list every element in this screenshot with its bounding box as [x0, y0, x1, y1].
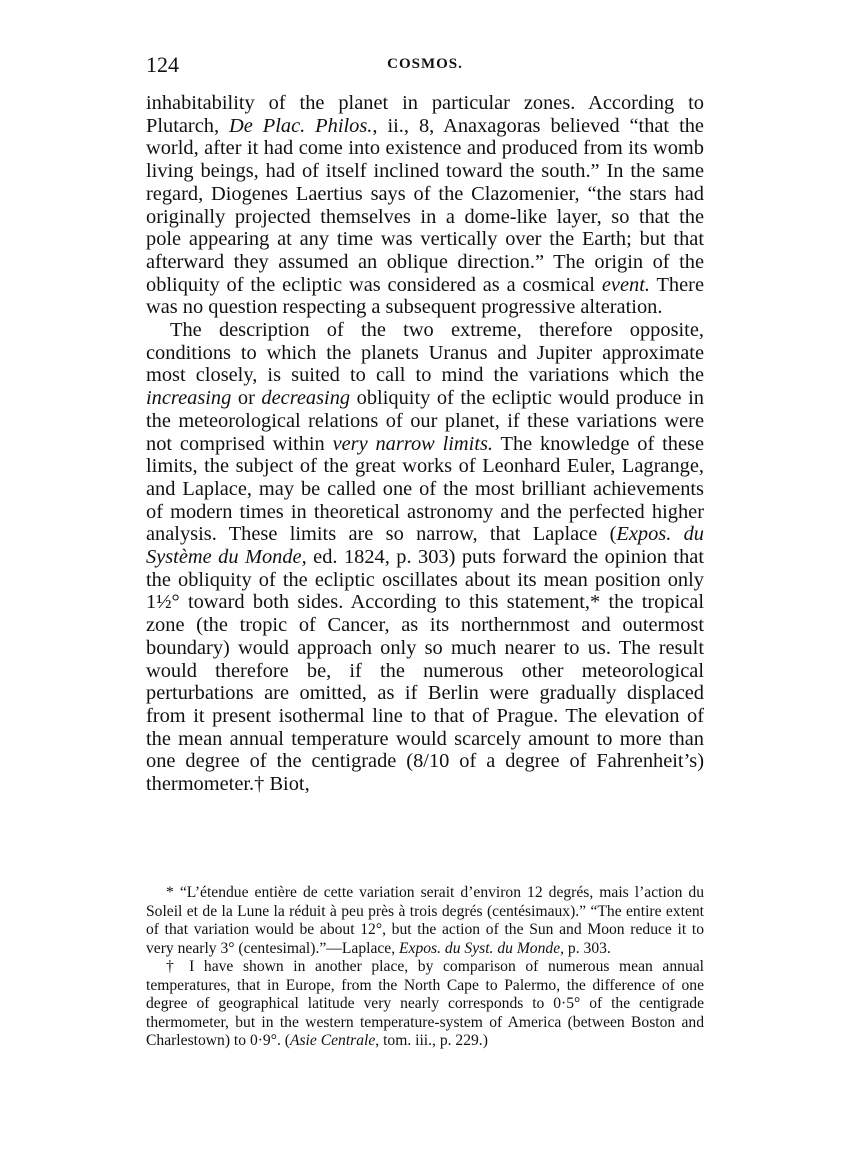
italic-text: decreasing [261, 387, 351, 410]
italic-text: increasing [146, 387, 232, 410]
paragraph-1: inhabitability of the planet in particular zones. According to Plutarch, De Plac. Philos., ii., 8, Anaxagoras believed “that the world, after it had come into existence and produced from its womb living beings, had of itself inclined toward the south.” In the same regard, Diogenes Laertius says of the Clazomenier, “the stars had originally projected themselves in a dome-like layer, so that the pole appearing at any time was vertically over the Earth; but that afterward they assumed an oblique direction.” The origin of the obliquity of the ecliptic was considered as a cosmical event. There was no question respecting a subsequent progressive alteration. [146, 92, 704, 319]
paragraph-2: The description of the two extreme, therefore opposite, conditions to which the planets Uranus and Jupiter approximate most closely, is suited to call to mind the variations which the increasing or decreasing obliquity of the ecliptic would produce in the meteorological relations of our planet, if these variations were not comprised within very narrow limits. The knowledge of these limits, the subject of the great works of Leonhard Euler, Lagrange, and Laplace, may be called one of the most brilliant achievements of modern times in theoretical astronomy and the perfected higher analysis. These limits are so narrow, that Laplace (Expos. du Système du Monde, ed. 1824, p. 303) puts forward the opinion that the obliquity of the ecliptic oscillates about its mean position only 1½° toward both sides. According to this statement,* the tropical zone (the tropic of Cancer, as its northernmost and outermost boundary) would approach only so much nearer to us. The result would therefore be, if the numerous other meteorological perturbations are omitted, as if Berlin were gradually displaced from it present isothermal line to that of Prague. The elevation of the mean annual temperature would scarcely amount to more than one degree of the centigrade (8/10 of a degree of Fahrenheit’s) thermometer.† Biot, [146, 319, 704, 796]
italic-text: Expos. du Système du Monde [146, 523, 704, 569]
footnote-2: † I have shown in another place, by comparison of numerous mean annual temperatures, that in Europe, from the North Cape to Palermo, the difference of one degree of geographical latitude very nearly corresponds to 0·5° of the centigrade thermometer, but in the western temperature-system of America (between Boston and Charlestown) to 0·9°. (Asie Centrale, tom. iii., p. 229.) [146, 958, 704, 1049]
italic-text: very narrow limits. [332, 432, 494, 455]
footnotes [146, 884, 704, 1051]
body-text [146, 92, 704, 796]
italic-text: Expos. du Syst. du Monde [399, 939, 561, 957]
footnote-1: * “L’étendue entière de cette variation serait d’environ 12 degrés, mais l’action du Soleil et de la Lune la réduit à peu près à trois degrés (centésimaux).” “The entire extent of that variation would be about 12°, but the action of the Sun and Moon reduce it to very nearly 3° (centesimal).”—Laplace, Expos. du Syst. du Monde, p. 303. [146, 884, 704, 957]
italic-text: Asie Centrale [289, 1032, 376, 1049]
running-title: COSMOS. [387, 56, 463, 72]
page-number: 124 [146, 52, 179, 77]
page-header [146, 52, 704, 82]
italic-text: De Plac. Philos. [229, 114, 373, 137]
italic-text: event. [601, 273, 650, 296]
